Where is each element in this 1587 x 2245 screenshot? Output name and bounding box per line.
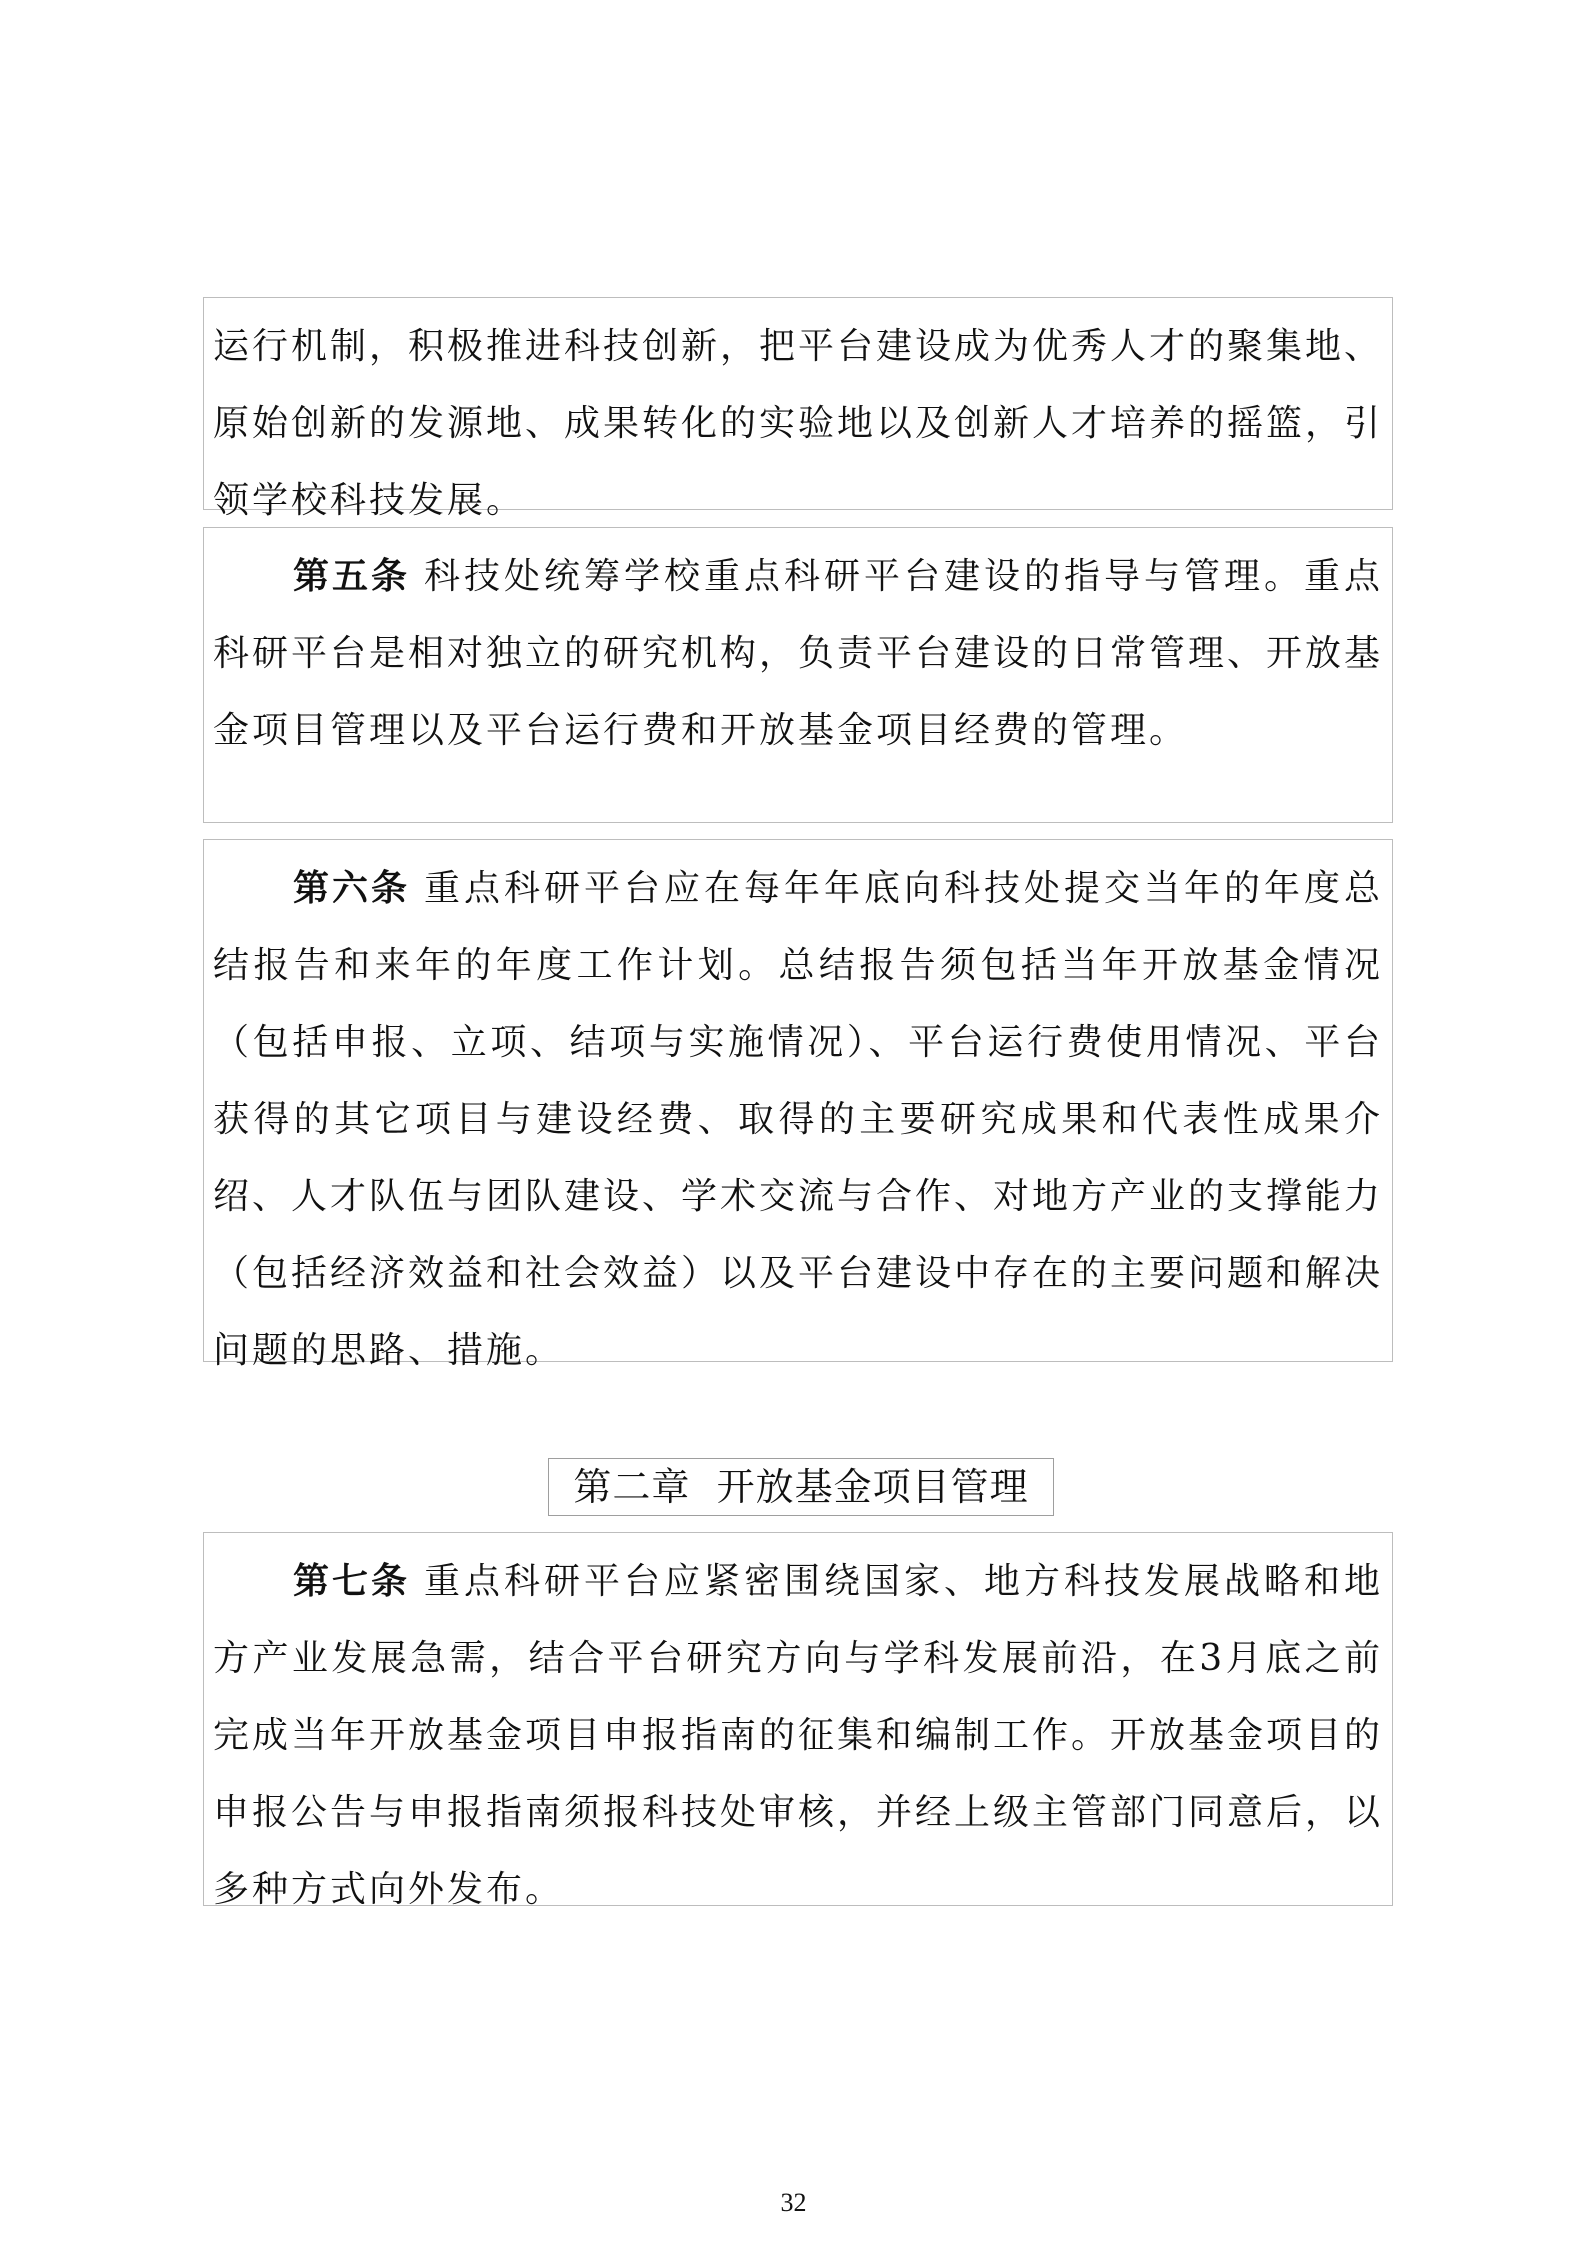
article-7-heading: 第七条 [293,1561,410,1602]
article-5-text: 科技处统筹学校重点科研平台建设的指导与管理。重点科研平台是相对独立的研究机构，负责平台建设的日常管理、开放基金项目管理以及平台运行费和开放基金项目经费的管理。 [213,556,1384,751]
paragraph-continuation-text: 运行机制，积极推进科技创新，把平台建设成为优秀人才的聚集地、原始创新的发源地、成果转化的实验地以及创新人才培养的摇篮，引领学校科技发展。 [213,326,1384,521]
article-6-heading: 第六条 [293,868,410,909]
article-6 [203,839,1393,1371]
page-number: 32 [780,2188,807,2217]
article-7-text: 重点科研平台应紧密围绕国家、地方科技发展战略和地方产业发展急需，结合平台研究方向与学科发展前沿，在3月底之前完成当年开放基金项目申报指南的征集和编制工作。开放基金项目的申报公告与申报指南须报科技处审核，并经上级主管部门同意后，以多种方式向外发布。 [213,1561,1384,1910]
paragraph-continuation [203,297,1393,521]
article-6-text: 重点科研平台应在每年年底向科技处提交当年的年度总结报告和来年的年度工作计划。总结报告须包括当年开放基金情况（包括申报、立项、结项与实施情况）、平台运行费使用情况、平台获得的其它项目与建设经费、取得的主要研究成果和代表性成果介绍、人才队伍与团队建设、学术交流与合作、对地方产业的支撑能力（包括经济效益和社会效益）以及平台建设中存在的主要问题和解决问题的思路、措施。 [213,868,1384,1371]
article-5-heading: 第五条 [293,556,410,597]
chapter-title: 第二章 开放基金项目管理 [548,1458,1054,1516]
article-7 [203,1532,1393,1910]
article-5 [203,527,1393,823]
